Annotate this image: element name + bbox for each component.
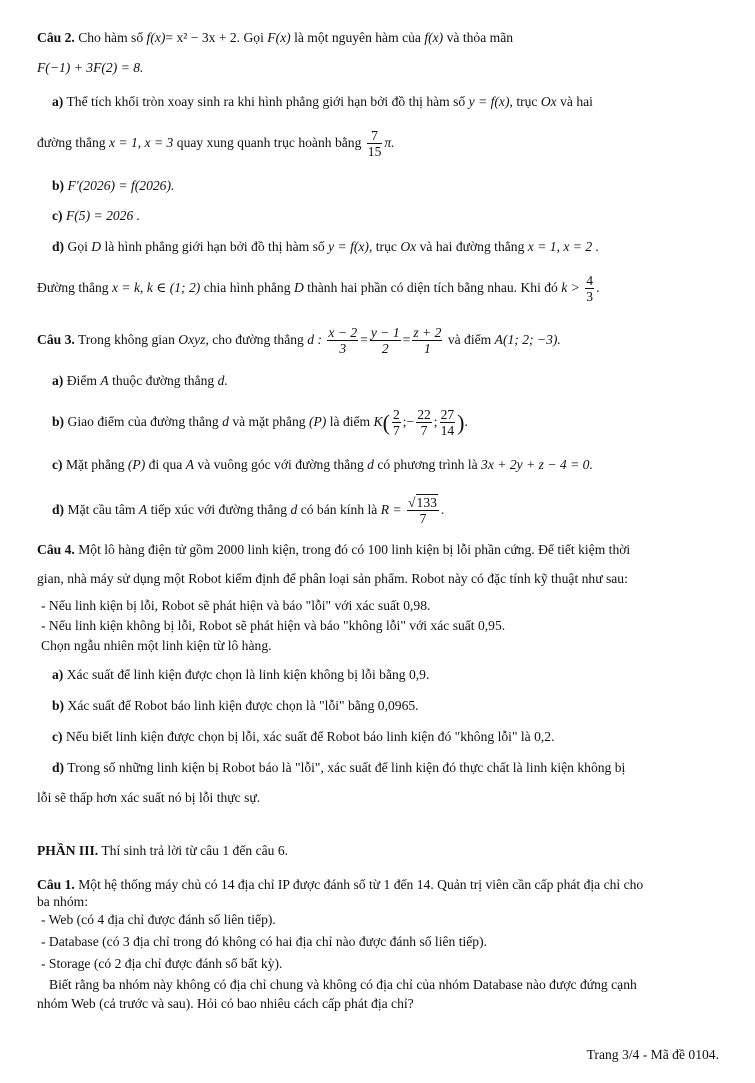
q2-a <box>52 93 733 111</box>
q1-text: ba nhóm: <box>37 894 88 909</box>
option-math: k > <box>561 280 580 295</box>
fraction-denominator: 7 <box>419 511 427 527</box>
q1-text: Một hệ thống máy chủ có 14 địa chỉ IP được đánh số từ 1 đến 14. Quản trị viên cần cấp phát địa chỉ cho <box>78 877 644 892</box>
option-label: b) <box>52 698 65 713</box>
part3-text: Thí sinh trả lời từ câu 1 đến câu 6. <box>101 843 289 858</box>
sqrt-radicand: 133 <box>416 495 437 511</box>
fraction <box>416 407 432 438</box>
q4-text: - Nếu linh kiện không bị lỗi, Robot sẽ phát hiện và báo "không lỗi" với xác suất 0,95. <box>41 618 506 633</box>
option-label: c) <box>52 208 63 223</box>
fraction-numerator: 27 <box>440 407 455 423</box>
option-label: d) <box>52 239 65 254</box>
q4-text: - Nếu linh kiện bị lỗi, Robot sẽ phát hiện và báo "lỗi" với xác suất 0,98. <box>41 598 431 613</box>
option-math: K <box>373 414 383 429</box>
option-text: Đường thẳng <box>37 280 109 295</box>
option-math: y = f(x), <box>468 94 513 109</box>
q4-b <box>52 697 733 715</box>
option-math: x = k, k ∈ (1; 2) <box>111 280 201 295</box>
fraction-denominator: 3 <box>586 289 594 305</box>
q4-line2 <box>37 570 733 588</box>
fraction <box>392 407 401 438</box>
fraction <box>407 495 439 526</box>
fraction-denominator: 7 <box>420 423 428 439</box>
q3-math: A(1; 2; −3). <box>494 332 561 347</box>
option-math: A <box>185 457 194 472</box>
fraction-denominator: 3 <box>339 341 347 357</box>
option-math: A <box>138 502 148 517</box>
fraction <box>367 128 383 159</box>
option-text: Mặt cầu tâm <box>67 502 136 517</box>
option-text: là hình phẳng giới hạn bởi đồ thị hàm số <box>104 239 325 254</box>
fraction <box>440 407 456 438</box>
option-math: D <box>293 280 304 295</box>
q2-line2 <box>37 59 733 77</box>
fraction-numerator: 22 <box>417 407 431 423</box>
q3-b: b) Giao điểm của đường thẳng d và mặt phẳng (P) là điểm K( $\frac{2}{7}$ ;− $\frac{22}{7}$ ; $\frac{27}{14}$ ). <box>52 407 468 439</box>
q4-a <box>52 666 733 684</box>
option-text: Mặt phẳng <box>65 457 125 472</box>
q2-text: Gọi <box>243 30 264 45</box>
q2-text: và thỏa mãn <box>446 30 514 45</box>
option-math: d <box>367 457 374 472</box>
option-math: d. <box>217 373 228 388</box>
q4-d-line2 <box>37 789 733 807</box>
option-math: y = f(x), <box>328 239 373 254</box>
q4-text: gian, nhà máy sử dụng một Robot kiểm định để phân loại sản phẩm. Robot này có đặc tính kỹ thuật như sau: <box>37 571 628 586</box>
option-label: c) <box>52 729 63 744</box>
q1-line7 <box>37 995 733 1013</box>
q4-line5 <box>41 637 733 655</box>
option-math: (P) <box>308 414 327 429</box>
option-text: thuộc đường thẳng <box>112 373 215 388</box>
q2-a-line2 <box>37 125 733 161</box>
q2-d-line2: Đường thẳng x = k, k ∈ (1; 2) chia hình phẳng D thành hai phần có diện tích bằng nhau. Khi đó k > $\frac{4}{3}$ . <box>37 273 600 305</box>
q1-line6 <box>49 976 733 994</box>
q2-math: = x² − 3x + 2. <box>165 30 241 45</box>
q3-line1: Câu 3. Trong không gian Oxyz, cho đường thẳng d : $\frac{x - 2}{3}$ = $\frac{y - 1}{2}$ = $\frac{z + 2}{1}$ và điểm A(1; 2; −3). <box>37 325 561 357</box>
q2-math: f(x) <box>424 30 444 45</box>
fraction-denominator: 15 <box>367 144 382 160</box>
option-text: có bán kính là <box>300 502 378 517</box>
option-text: Thể tích khối tròn xoay sinh ra khi hình phẳng giới hạn bởi đồ thị hàm số <box>66 94 466 109</box>
q1-text: - Storage (có 2 địa chỉ được đánh số bất kỳ). <box>41 956 283 971</box>
option-math: R = <box>380 502 402 517</box>
q3-text: , cho đường thẳng <box>205 332 304 347</box>
option-math: F(5) = 2026 . <box>65 208 141 223</box>
option-text: tiếp xúc với đường thẳng <box>150 502 288 517</box>
fraction-numerator: x − 2 <box>328 325 358 341</box>
q4-line4 <box>41 617 733 635</box>
q2-label: Câu 2. <box>37 30 75 45</box>
q2-d <box>52 238 733 256</box>
option-text: quay xung quanh trục hoành bằng <box>176 135 362 150</box>
option-label: b) <box>52 414 65 429</box>
option-math: A <box>100 373 109 388</box>
q1-line4 <box>41 933 733 951</box>
q1-text: - Database (có 3 địa chỉ trong đó không có hai địa chỉ nào được đánh số liên tiếp). <box>41 934 488 949</box>
option-text: Gọi <box>67 239 88 254</box>
option-math: Ox <box>400 239 417 254</box>
option-text: chia hình phẳng <box>203 280 291 295</box>
q2-condition: F(−1) + 3F(2) = 8. <box>37 60 144 75</box>
fraction-numerator: z + 2 <box>413 325 442 341</box>
page-footer: Trang 3/4 - Mã đề 0104. <box>586 1047 719 1062</box>
q3-a <box>52 372 733 390</box>
option-text: và hai <box>560 94 593 109</box>
option-math: π. <box>384 135 395 150</box>
option-text: là điểm <box>329 414 371 429</box>
part3-label: PHẦN III. <box>37 843 99 858</box>
option-text: Trong số những linh kiện bị Robot báo là "lỗi", xác suất để linh kiện đó thực chất là linh kiện không bị <box>67 760 626 775</box>
option-text: thành hai phần có diện tích bằng nhau. Khi đó <box>307 280 558 295</box>
q4-d <box>52 759 733 777</box>
q4-c <box>52 728 733 746</box>
q4-line1 <box>37 541 733 559</box>
q2-math: F(x) <box>267 30 291 45</box>
option-text: lỗi sẽ thấp hơn xác suất nó bị lỗi thực sự. <box>37 790 261 805</box>
option-text: và vuông góc với đường thẳng <box>197 457 364 472</box>
option-math: x = 1, x = 2 . <box>527 239 599 254</box>
fraction-denominator: 7 <box>392 423 400 439</box>
q1-text: nhóm Web (cả trước và sau). Hỏi có bao nhiêu cách cấp phát địa chỉ? <box>37 996 414 1011</box>
q2-c <box>52 207 733 225</box>
q3-c <box>52 456 733 474</box>
fraction-numerator: 2 <box>392 407 400 423</box>
fraction-numerator: √133 <box>408 495 437 511</box>
q2-text: Cho hàm số <box>78 30 144 45</box>
option-label: b) <box>52 178 65 193</box>
option-math: x = 1, x = 3 <box>108 135 174 150</box>
q1-line1 <box>37 876 733 894</box>
option-label: d) <box>52 760 65 775</box>
fraction-numerator: 4 <box>586 273 594 289</box>
option-label: a) <box>52 667 64 682</box>
q3-text: Trong không gian <box>77 332 175 347</box>
option-math: Ox <box>540 94 557 109</box>
option-text: Nếu biết linh kiện được chọn bị lỗi, xác suất để Robot báo linh kiện đó "không lỗi" là 0,2. <box>65 729 555 744</box>
q2-line1 <box>37 29 733 47</box>
option-math: d <box>290 502 298 517</box>
option-text: và mặt phẳng <box>232 414 306 429</box>
q3-d: d) Mặt cầu tâm A tiếp xúc với đường thẳng d có bán kính là R = $\frac{√133}{7}$ . <box>52 495 445 527</box>
q3-math: Oxyz <box>178 332 206 347</box>
q4-text: Một lô hàng điện tử gồm 2000 linh kiện, trong đó có 100 linh kiện bị lỗi phần cứng. Để tiết kiệm thời <box>78 542 631 557</box>
option-text: có phương trình là <box>377 457 478 472</box>
q2-math: f(x) <box>146 30 166 45</box>
fraction <box>370 325 401 356</box>
option-text: Xác suất để Robot báo linh kiện được chọn là "lỗi" bằng 0,0965. <box>67 698 419 713</box>
q1-label: Câu 1. <box>37 877 75 892</box>
q1-text: Biết rằng ba nhóm này không có địa chỉ chung và không có địa chỉ của nhóm Database nào được đứng cạnh <box>49 977 637 992</box>
q4-line3 <box>41 597 733 615</box>
q3-text: và điểm <box>447 332 492 347</box>
option-text: Giao điểm của đường thẳng <box>67 414 219 429</box>
option-math: (P) <box>127 457 146 472</box>
option-label: a) <box>52 94 64 109</box>
q3-label: Câu 3. <box>37 332 75 347</box>
fraction-numerator: 7 <box>367 128 383 144</box>
option-label: d) <box>52 502 65 517</box>
option-text: đi qua <box>148 457 183 472</box>
option-text: đường thẳng <box>37 135 106 150</box>
q1-text: - Web (có 4 địa chỉ được đánh số liên tiếp). <box>41 912 276 927</box>
option-text: và hai đường thẳng <box>419 239 525 254</box>
option-label: c) <box>52 457 63 472</box>
fraction-numerator: y − 1 <box>370 325 400 341</box>
option-text: trục <box>375 239 397 254</box>
q4-label: Câu 4. <box>37 542 75 557</box>
option-text: trục <box>516 94 538 109</box>
q4-text: Chọn ngẫu nhiên một linh kiện từ lô hàng. <box>41 638 272 653</box>
option-math: d <box>222 414 229 429</box>
q2-text: là một nguyên hàm của <box>294 30 421 45</box>
option-math: 3x + 2y + z − 4 = 0. <box>481 457 593 472</box>
q2-b <box>52 177 733 195</box>
q1-line3 <box>41 911 733 929</box>
fraction-denominator: 1 <box>423 341 431 357</box>
option-text: Xác suất để linh kiện được chọn là linh kiện không bị lỗi bằng 0,9. <box>66 667 430 682</box>
q1-line5 <box>41 955 733 973</box>
fraction-denominator: 14 <box>440 423 455 439</box>
option-math: D <box>91 239 102 254</box>
q3-math: d : <box>307 332 322 347</box>
fraction <box>327 325 358 356</box>
part3-heading <box>37 842 733 860</box>
fraction-denominator: 2 <box>381 341 389 357</box>
fraction <box>412 325 442 356</box>
q1-line2 <box>37 893 733 911</box>
option-label: a) <box>52 373 64 388</box>
fraction <box>585 273 594 304</box>
option-text: Điểm <box>66 373 97 388</box>
option-math: F′(2026) = f(2026). <box>67 178 175 193</box>
